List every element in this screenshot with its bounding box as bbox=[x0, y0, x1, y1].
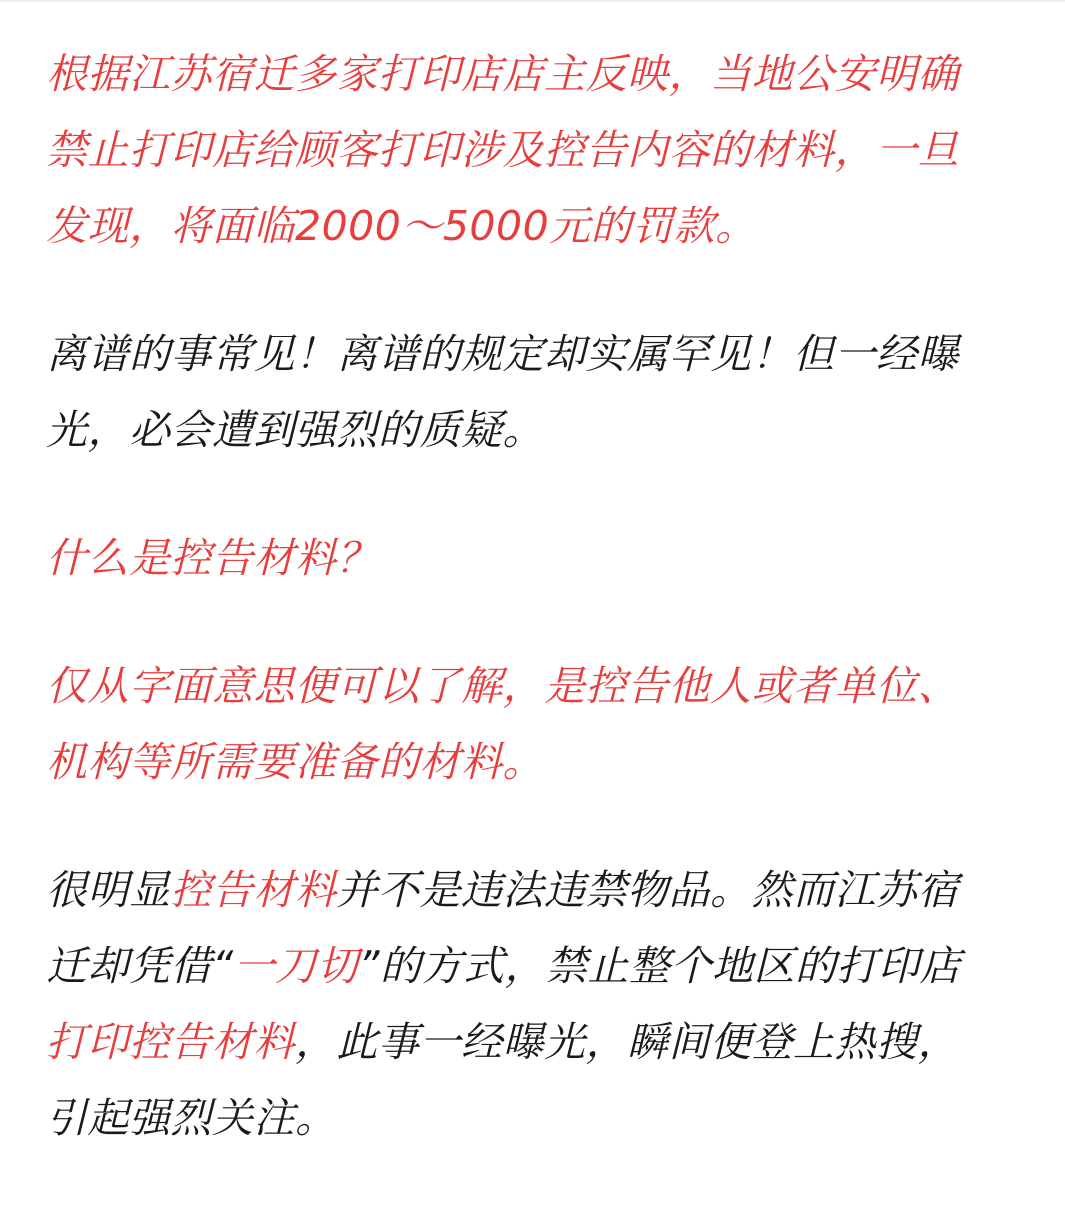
paragraph-3-question bbox=[46, 520, 1026, 596]
paragraph-1-line-2: 禁止打印店给顾客打印涉及控告内容的材料，一旦 bbox=[46, 126, 959, 174]
paragraph-1 bbox=[46, 36, 1026, 264]
paragraph-4 bbox=[46, 648, 1026, 800]
paragraph-5-line-1-text-c: 并不是违法违禁物品。然而江苏宿 bbox=[336, 866, 959, 914]
paragraph-5-line-2-text-a: 迁却凭借“ bbox=[46, 942, 234, 990]
paragraph-1-line-3: 发现，将面临2000～5000元的罚款。 bbox=[46, 202, 757, 250]
paragraph-5-line-1-text-a: 很明显 bbox=[46, 866, 171, 914]
paragraph-4-line-2: 机构等所需要准备的材料。 bbox=[46, 738, 544, 786]
paragraph-5-line-2 bbox=[46, 928, 1026, 1004]
paragraph-5-line-3-text-b: ，此事一经曝光，瞬间便登上热搜， bbox=[295, 1018, 959, 1066]
paragraph-4-line-1: 仅从字面意思便可以了解，是控告他人或者单位、 bbox=[46, 662, 959, 710]
top-divider bbox=[0, 0, 1065, 2]
paragraph-5 bbox=[46, 852, 1026, 1156]
paragraph-1-line-1: 根据江苏宿迁多家打印店店主反映，当地公安明确 bbox=[46, 50, 959, 98]
paragraph-3-line-1: 什么是控告材料？ bbox=[46, 534, 378, 582]
article-body bbox=[46, 36, 1026, 1208]
paragraph-5-line-4: 引起强烈关注。 bbox=[46, 1094, 337, 1142]
paragraph-2-line-1: 离谱的事常见！离谱的规定却实属罕见！但一经曝 bbox=[46, 330, 959, 378]
highlight-print-complaint-materials: 打印控告材料 bbox=[46, 1018, 295, 1066]
paragraph-5-line-1 bbox=[46, 852, 1026, 928]
highlight-one-size-fits-all: 一刀切 bbox=[233, 942, 359, 990]
paragraph-2-line-2: 光，必会遭到强烈的质疑。 bbox=[46, 406, 544, 454]
highlight-complaint-materials: 控告材料 bbox=[170, 866, 337, 914]
paragraph-2 bbox=[46, 316, 1026, 468]
paragraph-5-line-3 bbox=[46, 1004, 1026, 1080]
paragraph-5-line-2-text-c: ”的方式，禁止整个地区的打印店 bbox=[358, 942, 961, 990]
